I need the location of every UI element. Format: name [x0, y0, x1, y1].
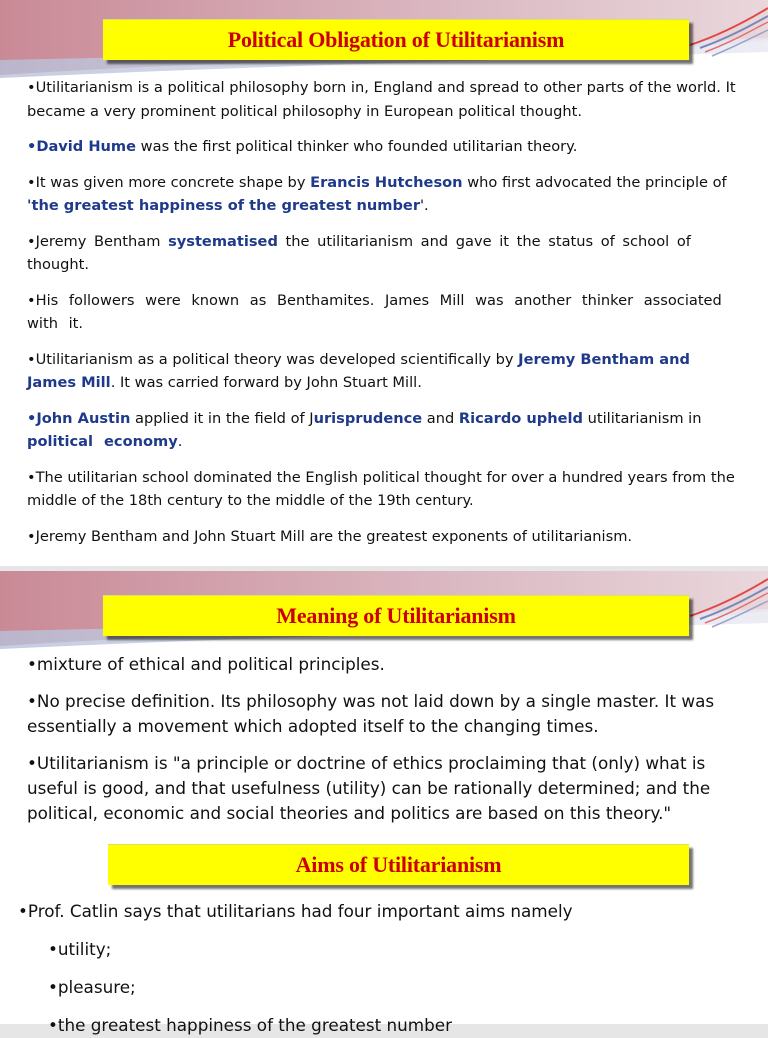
- slide-title-text: Political Obligation of Utilitarianism: [227, 27, 565, 52]
- bullet-icon: •: [27, 79, 36, 96]
- bullet-paragraph: •John Austin applied it in the field of Jurisprudence and Ricardo upheld utilitarianism in political economy.: [27, 409, 702, 450]
- bullet-icon: •: [27, 232, 36, 250]
- slide-body: [27, 76, 739, 548]
- bullet-icon: •: [27, 691, 37, 711]
- aim-item: •the greatest happiness of the greatest number: [48, 1015, 453, 1035]
- bullet-icon: •: [27, 527, 36, 545]
- bullet-icon: •: [27, 409, 37, 427]
- bullet-paragraph: •Utilitarianism as a political theory was developed scientifically by Jeremy Bentham and James Mill. It was carried forward by John Stuart Mill.: [27, 350, 690, 391]
- bullet-icon: •: [27, 350, 36, 368]
- bullet-paragraph: •mixture of ethical and political principles.: [27, 654, 385, 674]
- bullet-paragraph: •Prof. Catlin says that utilitarians had four important aims namely: [18, 901, 573, 921]
- bullet-icon: •: [27, 173, 36, 191]
- bullet-icon: •: [27, 753, 37, 773]
- slide-body: [27, 652, 739, 826]
- bullet-paragraph: •Utilitarianism is "a principle or doctrine of ethics proclaiming that (only) what is useful is good, and that usefulness (utility) can be rationally determined; and the political, economic and social theories and politics are based on this theory.": [27, 753, 711, 823]
- aim-item: •pleasure;: [48, 977, 136, 997]
- section-title: [108, 844, 689, 885]
- slide-title: [103, 19, 689, 60]
- bullet-icon: •: [48, 939, 58, 959]
- bullet-icon: •: [27, 654, 37, 674]
- slide-meaning-utilitarianism: [0, 571, 768, 1035]
- slide-title: [103, 595, 689, 636]
- slide-title-text: Meaning of Utilitarianism: [276, 603, 516, 628]
- bullet-icon: •: [27, 291, 36, 309]
- bullet-paragraph: •Jeremy Bentham and John Stuart Mill are the greatest exponents of utilitarianism.: [27, 527, 633, 545]
- bullet-icon: •: [27, 468, 36, 486]
- bullet-paragraph: •It was given more concrete shape by Erancis Hutcheson who first advocated the principle of 'the greatest happiness of the greatest number'.: [27, 173, 727, 214]
- section-title-text: Aims of Utilitarianism: [295, 852, 502, 877]
- aims-list: [18, 899, 730, 1038]
- aim-item: •utility;: [48, 939, 112, 959]
- bullet-paragraph: •David Hume was the first political thinker who founded utilitarian theory.: [27, 138, 578, 155]
- bullet-icon: •: [48, 977, 58, 997]
- bullet-paragraph: •Jeremy Bentham systematised the utilitarianism and gave it the status of school of thought.: [27, 232, 691, 273]
- bullet-paragraph: •The utilitarian school dominated the English political thought for over a hundred years from the middle of the 18th century to the middle of the 19th century.: [27, 468, 735, 509]
- bullet-paragraph: •Utilitarianism is a political philosophy born in, England and spread to other parts of the world. It became a very prominent political philosophy in European political thought.: [27, 79, 736, 120]
- bullet-icon: •: [18, 901, 28, 921]
- bullet-icon: •: [48, 1015, 58, 1035]
- bullet-icon: •: [27, 138, 37, 155]
- bullet-paragraph: •No precise definition. Its philosophy was not laid down by a single master. It was essentially a movement which adopted itself to the changing times.: [27, 691, 715, 736]
- bullet-paragraph: •His followers were known as Benthamites. James Mill was another thinker associated with it.: [27, 291, 722, 332]
